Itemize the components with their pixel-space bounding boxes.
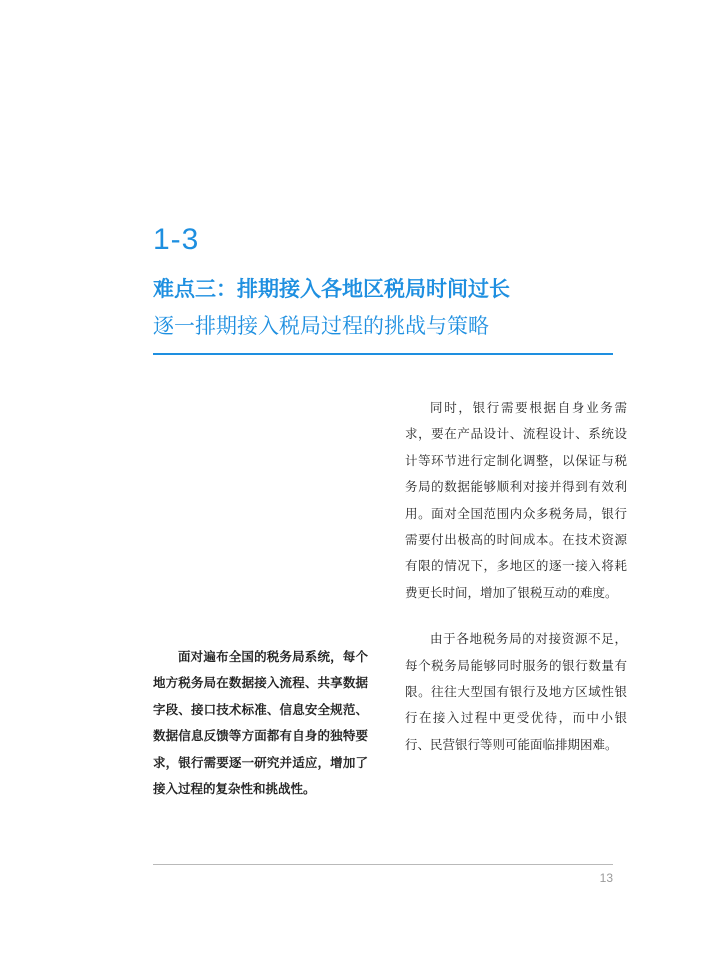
right-paragraph-2: 由于各地税务局的对接资源不足，每个税务局能够同时服务的银行数量有限。往往大型国有银行及地方区域性银行在接入过程中更受优待，而中小银行、民营银行等则可能面临排期困难。 — [405, 631, 627, 752]
right-column — [405, 395, 627, 758]
section-title: 难点三：排期接入各地区税局时间过长 — [153, 277, 510, 301]
title-divider — [153, 353, 613, 355]
footer-divider — [153, 864, 613, 865]
left-highlight-paragraph: 面对遍布全国的税务局系统，每个地方税务局在数据接入流程、共享数据字段、接口技术标准、信息安全规范、数据信息反馈等方面都有自身的独特要求，银行需要逐一研究并适应，增加了接入过程的复杂性和挑战性。 — [153, 649, 368, 797]
section-number: 1-3 — [153, 223, 200, 256]
right-paragraph-1: 同时，银行需要根据自身业务需求，要在产品设计、流程设计、系统设计等环节进行定制化调整，以保证与税务局的数据能够顺利对接并得到有效利用。面对全国范围内众多税务局，银行需要付出极高的时间成本。在技术资源有限的情况下，多地区的逐一接入将耗费更长时间，增加了银税互动的难度。 — [405, 400, 627, 600]
left-column — [153, 644, 368, 802]
page-number: 13 — [599, 871, 613, 885]
section-subtitle: 逐一排期接入税局过程的挑战与策略 — [153, 314, 489, 338]
